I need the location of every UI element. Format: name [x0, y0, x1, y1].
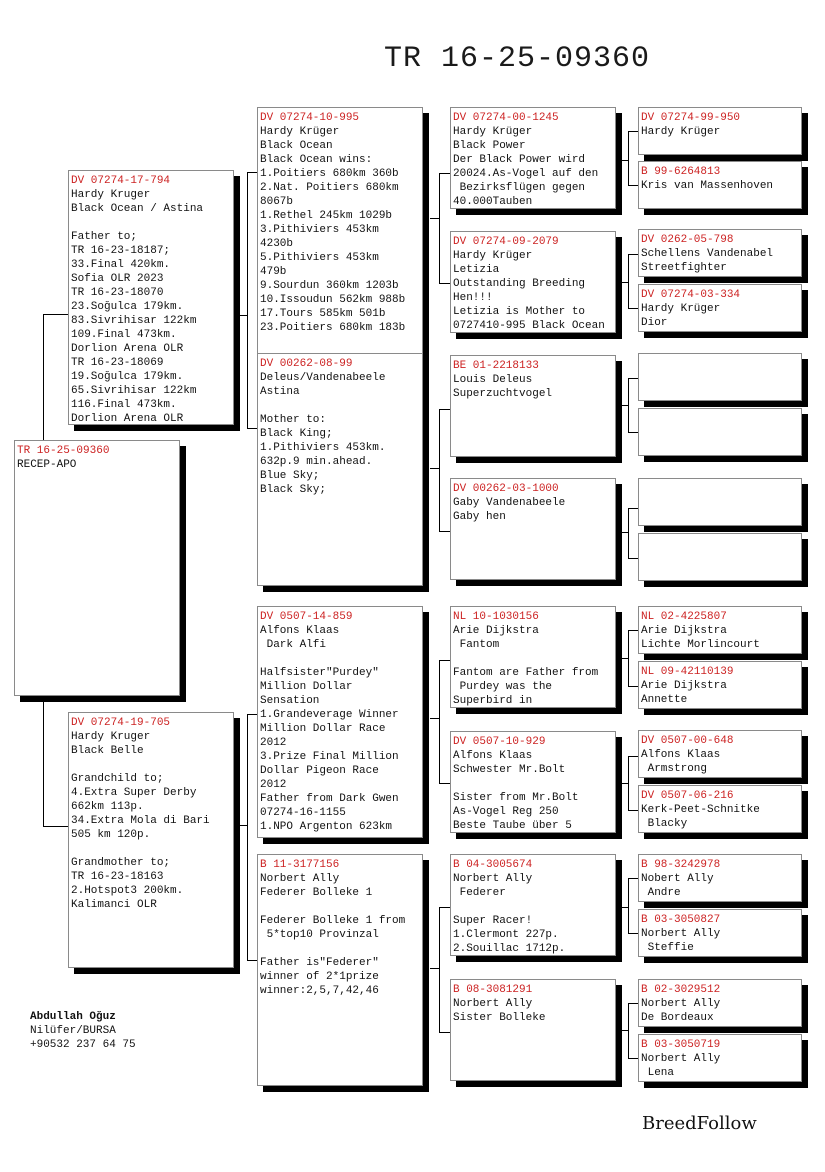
ring-number: DV 0262-05-798: [641, 234, 734, 246]
subject-card[interactable]: [14, 440, 180, 696]
card-text-line: 1.NPO Argenton 623km: [260, 821, 393, 833]
connector-line: [628, 756, 629, 810]
great-grandparent-card[interactable]: [450, 979, 616, 1081]
card-text-line: Hardy Kruger: [71, 731, 151, 743]
card-text-line: Kerk-Peet-Schnitke: [641, 804, 760, 816]
card-text-line: 1.Grandeverage Winner: [260, 709, 399, 721]
card-text-line: Hardy Krüger: [260, 126, 340, 138]
connector-line: [240, 315, 248, 316]
card-text-line: [260, 652, 420, 666]
card-text-line: Armstrong: [641, 763, 708, 775]
connector-line: [622, 532, 628, 533]
card-text-line: Lena: [641, 1067, 675, 1079]
card-text-line: Dorlion Arena OLR: [71, 413, 184, 425]
card-text-line: Hardy Krüger: [641, 126, 721, 138]
card-text-line: Superzuchtvogel: [453, 388, 553, 400]
card-text-line: Norbert Ally: [453, 998, 533, 1010]
card-text-line: Hardy Krüger: [641, 303, 721, 315]
card-text-line: Fantom are Father from: [453, 667, 599, 679]
connector-line: [439, 409, 440, 531]
card-text-line: Super Racer!: [453, 915, 533, 927]
ring-number: DV 07274-03-334: [641, 289, 741, 301]
connector-line: [622, 658, 628, 659]
great-great-grandparent-card[interactable]: [638, 909, 802, 957]
connector-line: [628, 933, 638, 934]
connector-line: [43, 314, 44, 440]
card-text-line: 1.Clermont 227p.: [453, 929, 559, 941]
ring-number: B 03-3050827: [641, 914, 721, 926]
card-text-line: Black Power: [453, 140, 526, 152]
card-text-line: 662km 113p.: [71, 801, 144, 813]
card-text-line: [453, 900, 613, 914]
card-text-line: Dorlion Arena OLR: [71, 343, 184, 355]
card-text-line: 2.Nat. Poitiers 680km: [260, 182, 399, 194]
card-text-line: Kris van Massenhoven: [641, 180, 774, 192]
connector-line: [628, 432, 638, 433]
great-great-grandparent-card[interactable]: [638, 533, 802, 581]
connector-line: [622, 907, 628, 908]
card-text-line: Norbert Ally: [641, 1053, 721, 1065]
breeder-info: [30, 1010, 136, 1052]
card-text-line: [453, 777, 613, 791]
connector-line: [439, 660, 440, 783]
card-text-line: 33.Final 420km.: [71, 259, 171, 271]
card-text-line: Schwester Mr.Bolt: [453, 764, 566, 776]
card-text-line: winner:2,5,7,42,46: [260, 985, 379, 997]
connector-line: [247, 714, 248, 960]
card-text-line: 23.Soğulca 179km.: [71, 301, 184, 313]
great-great-grandparent-card[interactable]: [638, 284, 802, 332]
ring-number: B 99-6264813: [641, 166, 721, 178]
card-text-line: Father to;: [71, 231, 138, 243]
card-text-line: Arie Dijkstra: [641, 680, 727, 692]
card-text-line: Arie Dijkstra: [453, 625, 539, 637]
great-great-grandparent-card[interactable]: [638, 854, 802, 902]
card-text-line: Gaby hen: [453, 511, 506, 523]
card-text-line: 2.Souillac 1712p.: [453, 943, 566, 955]
card-text-line: Black Sky;: [260, 484, 327, 496]
connector-line: [628, 508, 638, 509]
connector-line: [247, 172, 248, 428]
card-text-line: TR 16-23-18070: [71, 287, 164, 299]
card-text-line: 116.Final 473km.: [71, 399, 177, 411]
connector-line: [240, 825, 248, 826]
card-text-line: TR 16-23-18187;: [71, 245, 171, 257]
card-text-line: Hen!!!: [453, 292, 493, 304]
card-text-line: 40.000Tauben: [453, 196, 533, 208]
connector-line: [628, 131, 638, 132]
connector-line: [430, 968, 439, 969]
card-text-line: 34.Extra Mola di Bari: [71, 815, 210, 827]
card-text-line: Black Ocean / Astina: [71, 203, 204, 215]
card-text-line: Dollar Pigeon Race: [260, 765, 379, 777]
card-text-line: 2012: [260, 737, 287, 749]
card-text-line: 2.Hotspot3 200km.: [71, 885, 184, 897]
card-text-line: 4.Extra Super Derby: [71, 787, 197, 799]
card-text-line: 8067b: [260, 196, 294, 208]
card-text-line: [453, 652, 613, 666]
connector-line: [622, 282, 628, 283]
card-text-line: Streetfighter: [641, 262, 727, 274]
great-great-grandparent-card[interactable]: [638, 229, 802, 277]
great-grandparent-card[interactable]: [450, 854, 616, 956]
card-text-line: Gaby Vandenabeele: [453, 497, 566, 509]
connector-line: [628, 686, 638, 687]
card-text-line: 83.Sivrihisar 122km: [71, 315, 197, 327]
card-text-line: Fantom: [453, 639, 500, 651]
card-text-line: 1.Rethel 245km 1029b: [260, 210, 393, 222]
connector-line: [628, 254, 638, 255]
grandparent-card[interactable]: [257, 353, 423, 586]
great-great-grandparent-card[interactable]: [638, 161, 802, 209]
ring-number: BE 01-2218133: [453, 360, 539, 372]
ring-number: DV 07274-17-794: [71, 175, 171, 187]
connector-line: [439, 409, 450, 410]
pedigree-title: TR 16-25-09360: [384, 42, 651, 76]
connector-line: [43, 696, 44, 826]
connector-line: [247, 172, 257, 173]
card-text-line: Annette: [641, 694, 688, 706]
connector-line: [430, 468, 439, 469]
connector-line: [628, 810, 638, 811]
ring-number: DV 07274-99-950: [641, 112, 741, 124]
great-grandparent-card[interactable]: [450, 731, 616, 833]
connector-line: [439, 531, 450, 532]
connector-line: [247, 960, 257, 961]
grandparent-card[interactable]: [257, 606, 423, 838]
card-text-line: Halfsister"Purdey": [260, 667, 379, 679]
card-text-line: Grandmother to;: [71, 857, 171, 869]
ring-number: B 02-3029512: [641, 984, 721, 996]
connector-line: [628, 630, 638, 631]
ring-number: DV 07274-09-2079: [453, 236, 559, 248]
card-text-line: Federer Bolleke 1 from: [260, 915, 406, 927]
great-grandparent-card[interactable]: [450, 355, 616, 457]
connector-line: [439, 907, 440, 1032]
connector-line: [439, 783, 450, 784]
ring-number: B 03-3050719: [641, 1039, 721, 1051]
card-text-line: 9.Sourdun 360km 1203b: [260, 280, 399, 292]
connector-line: [439, 283, 450, 284]
card-text-line: [260, 942, 420, 956]
great-great-grandparent-card[interactable]: [638, 730, 802, 778]
ring-number: DV 00262-08-99: [260, 358, 353, 370]
great-great-grandparent-card[interactable]: [638, 478, 802, 526]
card-text-line: Black King;: [260, 428, 333, 440]
connector-line: [628, 508, 629, 558]
connector-line: [430, 718, 439, 719]
connector-line: [247, 428, 257, 429]
card-text-line: 1.Pithiviers 453km.: [260, 442, 386, 454]
card-text-line: Norbert Ally: [260, 873, 340, 885]
connector-line: [439, 907, 450, 908]
ring-number: DV 0507-06-216: [641, 790, 734, 802]
card-text-line: 17.Tours 585km 501b: [260, 308, 386, 320]
card-text-line: [71, 842, 231, 856]
breeder-phone: +90532 237 64 75: [30, 1039, 136, 1051]
connector-line: [622, 405, 628, 406]
card-text-line: Blacky: [641, 818, 688, 830]
card-text-line: TR 16-23-18163: [71, 871, 164, 883]
connector-line: [628, 185, 638, 186]
card-text-line: Norbert Ally: [641, 998, 721, 1010]
connector-line: [439, 173, 440, 283]
great-great-grandparent-card[interactable]: [638, 979, 802, 1027]
great-grandparent-card[interactable]: [450, 478, 616, 580]
connector-line: [430, 218, 439, 219]
card-text-line: 1.Poitiers 680km 360b: [260, 168, 399, 180]
card-text-line: Father is"Federer": [260, 957, 379, 969]
card-text-line: Dark Alfi: [260, 639, 327, 651]
card-text-line: 3.Pithiviers 453km: [260, 224, 379, 236]
card-text-line: 23.Poitiers 680km 183b: [260, 322, 406, 334]
card-text-line: Letizia: [453, 264, 500, 276]
card-text-line: [260, 399, 420, 413]
connector-line: [628, 254, 629, 308]
card-text-line: Federer Bolleke 1: [260, 887, 373, 899]
card-text-line: Alfons Klaas: [453, 750, 533, 762]
connector-line: [43, 314, 68, 315]
connector-line: [628, 558, 638, 559]
card-text-line: Alfons Klaas: [641, 749, 721, 761]
card-text-line: [71, 758, 231, 772]
great-great-grandparent-card[interactable]: [638, 408, 802, 456]
card-text-line: Letizia is Mother to: [453, 306, 586, 318]
great-great-grandparent-card[interactable]: [638, 785, 802, 833]
card-text-line: Father from Dark Gwen: [260, 793, 399, 805]
card-text-line: Steffie: [641, 942, 694, 954]
connector-line: [628, 1058, 638, 1059]
card-text-line: Purdey was the: [453, 681, 553, 693]
ring-number: DV 07274-19-705: [71, 717, 171, 729]
card-text-line: Sensation: [260, 695, 320, 707]
ring-number: NL 10-1030156: [453, 611, 539, 623]
card-text-line: 2012: [260, 779, 287, 791]
card-text-line: Blue Sky;: [260, 470, 320, 482]
card-text-line: Louis Deleus: [453, 374, 533, 386]
ring-number: NL 09-42110139: [641, 666, 734, 678]
card-text-line: Der Black Power wird: [453, 154, 586, 166]
card-text-line: As-Vogel Reg 250: [453, 806, 559, 818]
card-text-line: Sister from Mr.Bolt: [453, 792, 579, 804]
ring-number: DV 00262-03-1000: [453, 483, 559, 495]
connector-line: [628, 378, 638, 379]
card-text-line: 10.Issoudun 562km 988b: [260, 294, 406, 306]
card-text-line: Black Ocean: [260, 140, 333, 152]
card-text-line: 632p.9 min.ahead.: [260, 456, 373, 468]
card-text-line: 109.Final 473km.: [71, 329, 177, 341]
parent-card[interactable]: [68, 170, 234, 425]
connector-line: [622, 783, 628, 784]
card-text-line: Million Dollar Race: [260, 723, 386, 735]
connector-line: [628, 878, 638, 879]
connector-line: [622, 160, 628, 161]
card-text-line: Hardy Krüger: [453, 126, 533, 138]
card-text-line: Bezirksflügen gegen: [453, 182, 586, 194]
card-text-line: Deleus/Vandenabeele: [260, 372, 386, 384]
connector-line: [439, 1032, 450, 1033]
card-text-line: Lichte Morlincourt: [641, 639, 760, 651]
connector-line: [628, 756, 638, 757]
card-text-line: Black Ocean wins:: [260, 154, 373, 166]
great-grandparent-card[interactable]: [450, 231, 616, 333]
ring-number: DV 0507-10-929: [453, 736, 546, 748]
card-text-line: Black Belle: [71, 745, 144, 757]
great-great-grandparent-card[interactable]: [638, 1034, 802, 1082]
connector-line: [43, 826, 68, 827]
card-text-line: Norbert Ally: [453, 873, 533, 885]
card-text-line: Grandchild to;: [71, 773, 164, 785]
ring-number: B 04-3005674: [453, 859, 533, 871]
card-text-line: 20024.As-Vogel auf den: [453, 168, 599, 180]
card-text-line: Alfons Klaas: [260, 625, 340, 637]
connector-line: [628, 1003, 638, 1004]
card-text-line: [260, 900, 420, 914]
card-text-line: Norbert Ally: [641, 928, 721, 940]
connector-line: [628, 131, 629, 185]
great-great-grandparent-card[interactable]: [638, 353, 802, 401]
connector-line: [628, 1003, 629, 1058]
card-text-line: Hardy Krüger: [453, 250, 533, 262]
card-text-line: Dior: [641, 317, 668, 329]
card-text-line: Nobert Ally: [641, 873, 714, 885]
card-text-line: Kalimanci OLR: [71, 899, 157, 911]
ring-number: DV 0507-00-648: [641, 735, 734, 747]
connector-line: [628, 878, 629, 933]
breeder-city: Nilüfer/BURSA: [30, 1025, 116, 1037]
connector-line: [628, 308, 638, 309]
connector-line: [439, 660, 450, 661]
card-text-line: 479b: [260, 266, 287, 278]
card-text-line: Arie Dijkstra: [641, 625, 727, 637]
card-text-line: 07274-16-1155: [260, 807, 346, 819]
card-text-line: Superbird in: [453, 695, 533, 707]
card-text-line: 505 km 120p.: [71, 829, 151, 841]
great-great-grandparent-card[interactable]: [638, 107, 802, 155]
card-text-line: TR 16-23-18069: [71, 357, 164, 369]
breeder-name: Abdullah Oğuz: [30, 1011, 116, 1023]
connector-line: [247, 714, 257, 715]
grandparent-card[interactable]: [257, 854, 423, 1086]
card-text-line: Outstanding Breeding: [453, 278, 586, 290]
card-text-line: Mother to:: [260, 414, 327, 426]
card-text-line: Sofia OLR 2023: [71, 273, 164, 285]
card-text-line: Astina: [260, 386, 300, 398]
card-text-line: winner of 2*1prize: [260, 971, 379, 983]
card-text-line: Beste Taube über 5: [453, 820, 572, 832]
connector-line: [439, 173, 450, 174]
card-text-line: Million Dollar: [260, 681, 353, 693]
ring-number: DV 07274-00-1245: [453, 112, 559, 124]
connector-line: [628, 378, 629, 432]
ring-number: DV 07274-10-995: [260, 112, 360, 124]
card-text-line: 5.Pithiviers 453km: [260, 252, 379, 264]
card-text-line: Hardy Kruger: [71, 189, 151, 201]
connector-line: [628, 630, 629, 686]
card-text-line: Andre: [641, 887, 681, 899]
connector-line: [622, 1030, 628, 1031]
great-great-grandparent-card[interactable]: [638, 606, 802, 654]
card-text-line: Schellens Vandenabel: [641, 248, 774, 260]
ring-number: NL 02-4225807: [641, 611, 727, 623]
card-text-line: Federer: [453, 887, 506, 899]
card-text-line: 19.Soğulca 179km.: [71, 371, 184, 383]
ring-number: DV 0507-14-859: [260, 611, 353, 623]
card-text-line: 0727410-995 Black Ocean: [453, 320, 605, 332]
card-text-line: 5*top10 Provinzal: [260, 929, 379, 941]
ring-number: TR 16-25-09360: [17, 445, 110, 457]
card-text-line: 65.Sivrihisar 122km: [71, 385, 197, 397]
great-great-grandparent-card[interactable]: [638, 661, 802, 709]
parent-card[interactable]: [68, 712, 234, 968]
card-text-line: De Bordeaux: [641, 1012, 714, 1024]
great-grandparent-card[interactable]: [450, 107, 616, 209]
great-grandparent-card[interactable]: [450, 606, 616, 708]
card-text-line: 3.Prize Final Million: [260, 751, 399, 763]
ring-number: B 98-3242978: [641, 859, 721, 871]
ring-number: B 08-3081291: [453, 984, 533, 996]
card-text-line: Sister Bolleke: [453, 1012, 546, 1024]
card-text-line: RECEP-APO: [17, 459, 77, 471]
card-text-line: [71, 216, 231, 230]
ring-number: B 11-3177156: [260, 859, 340, 871]
brand-logo: BreedFollow: [642, 1113, 757, 1134]
card-text-line: 4230b: [260, 238, 294, 250]
